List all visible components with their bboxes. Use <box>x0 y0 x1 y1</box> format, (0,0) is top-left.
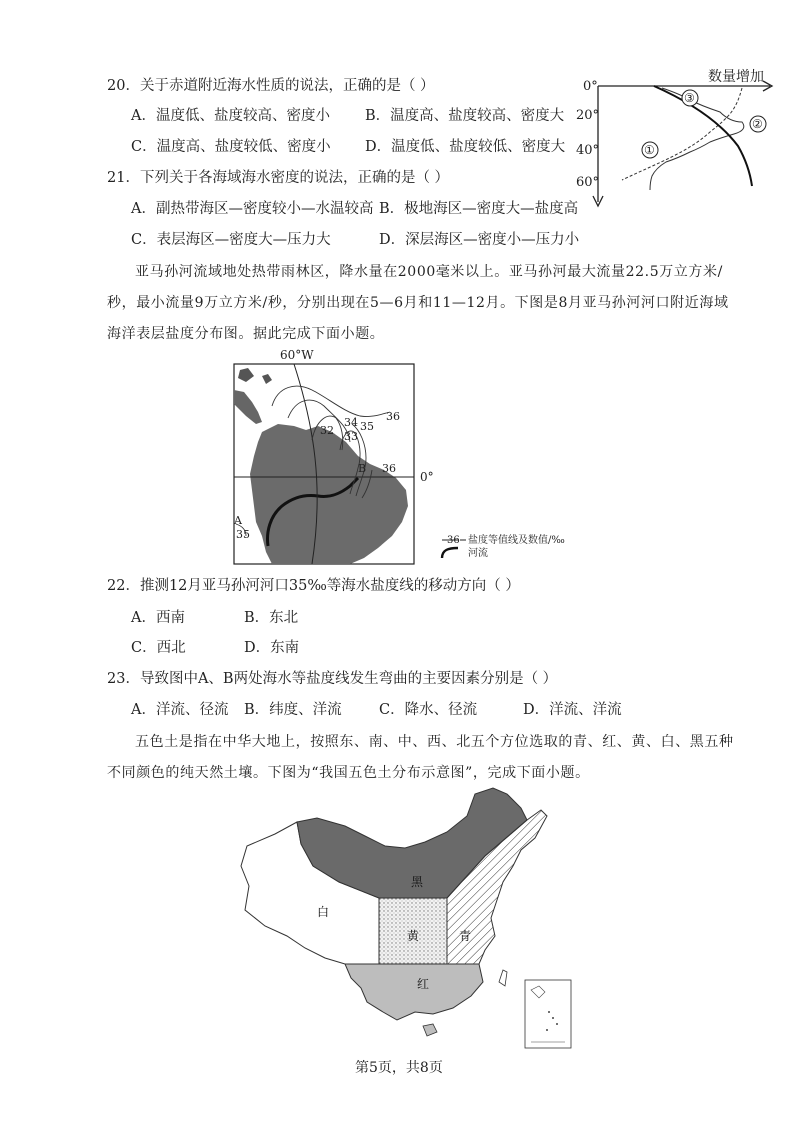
south-america-land <box>250 424 408 564</box>
q21-stem: 21．下列关于各海域海水密度的说法，正确的是（ ） <box>107 170 450 186</box>
label-black: 黑 <box>411 875 424 889</box>
q20-option-b: B．温度高、盐度较高、密度大 <box>365 108 565 124</box>
isoline-label-33: 33 <box>344 430 358 443</box>
q23-option-c: C．降水、径流 <box>379 702 478 718</box>
q22-option-b: B．东北 <box>244 610 299 626</box>
graph-label-1: ① <box>644 143 655 157</box>
q20-option-d: D．温度低、盐度较低、密度大 <box>365 139 566 155</box>
q21-option-a: A．副热带海区—密度较小—水温较高 <box>131 201 374 217</box>
label-white: 白 <box>317 905 330 919</box>
red-soil-region <box>345 964 483 1020</box>
q21-option-b: B．极地海区—密度大—盐度高 <box>379 201 579 217</box>
q21-option-c: C．表层海区—密度大—压力大 <box>131 232 331 248</box>
passage2-line1: 五色土是指在中华大地上，按照东、南、中、西、北五个方位选取的青、红、黄、白、黑五种 <box>135 734 734 750</box>
legend-isoline-sample: 36 <box>447 535 460 546</box>
graph-tick-20: 20° <box>576 108 600 123</box>
legend-river-text: 河流 <box>468 548 488 559</box>
isoline-label-36-east: 36 <box>382 462 396 475</box>
point-a-value: 35 <box>236 528 250 541</box>
passage1-line2: 秒，最小流量9万立方米/秒，分别出现在5—6月和11—12月。下图是8月亚马孙河河口附近海域 <box>107 295 729 311</box>
label-cyan: 青 <box>459 929 472 943</box>
legend-river-icon <box>442 548 458 558</box>
passage1-line3: 海洋表层盐度分布图。据此完成下面小题。 <box>107 326 385 342</box>
graph-label-3: ③ <box>684 91 695 105</box>
q21-option-d: D．深层海区—密度小—压力小 <box>379 232 580 248</box>
map1-meridian-label: 60°W <box>280 348 314 362</box>
graph-curve-2 <box>650 88 744 190</box>
graph-curve-3 <box>654 86 752 186</box>
depth-graph <box>570 62 780 212</box>
graph-tick-60: 60° <box>576 175 600 190</box>
isoline-label-35: 35 <box>360 420 374 433</box>
q22-option-d: D．东南 <box>244 640 300 656</box>
isoline-label-32: 32 <box>320 424 334 437</box>
q23-option-a: A．洋流、径流 <box>131 702 229 718</box>
q23-stem: 23．导致图中A、B两处海水等盐度线发生弯曲的主要因素分别是（ ） <box>107 671 558 687</box>
graph-tick-0: 0° <box>583 79 598 94</box>
map1-equator-label: 0° <box>420 470 434 484</box>
graph-curve-1 <box>622 88 742 180</box>
q22-option-a: A．西南 <box>131 610 185 626</box>
five-color-soil-map <box>235 786 580 1054</box>
q22-option-c: C．西北 <box>131 640 186 656</box>
q20-option-c: C．温度高、盐度较低、密度小 <box>131 139 331 155</box>
q23-option-d: D．洋流、洋流 <box>523 702 622 718</box>
q20-option-a: A．温度低、盐度较高、密度小 <box>131 108 330 124</box>
q23-option-b: B．纬度、洋流 <box>244 702 342 718</box>
passage2-line2: 不同颜色的纯天然土壤。下图为“我国五色土分布示意图”，完成下面小题。 <box>107 765 590 781</box>
graph-title: 数量增加 <box>708 69 764 85</box>
point-b-label: B <box>358 462 367 475</box>
graph-tick-40: 40° <box>576 143 600 158</box>
isoline-label-34: 34 <box>344 416 358 429</box>
page-footer: 第5页，共8页 <box>355 1060 443 1076</box>
point-a-label: A <box>234 514 242 527</box>
label-yellow: 黄 <box>407 929 420 943</box>
salinity-map <box>232 346 592 568</box>
q20-stem: 20．关于赤道附近海水性质的说法，正确的是（ ） <box>107 78 435 94</box>
passage1-line1: 亚马孙河流域地处热带雨林区，降水量在2000毫米以上。亚马孙河最大流量22.5万立方米/ <box>135 264 723 280</box>
isoline-label-36-top: 36 <box>386 410 400 423</box>
label-red: 红 <box>417 977 430 991</box>
q22-stem: 22．推测12月亚马孙河河口35‰等海水盐度线的移动方向（ ） <box>107 578 520 594</box>
graph-label-2: ② <box>752 117 763 131</box>
legend-isoline-text: 盐度等值线及数值/‰ <box>468 535 565 546</box>
